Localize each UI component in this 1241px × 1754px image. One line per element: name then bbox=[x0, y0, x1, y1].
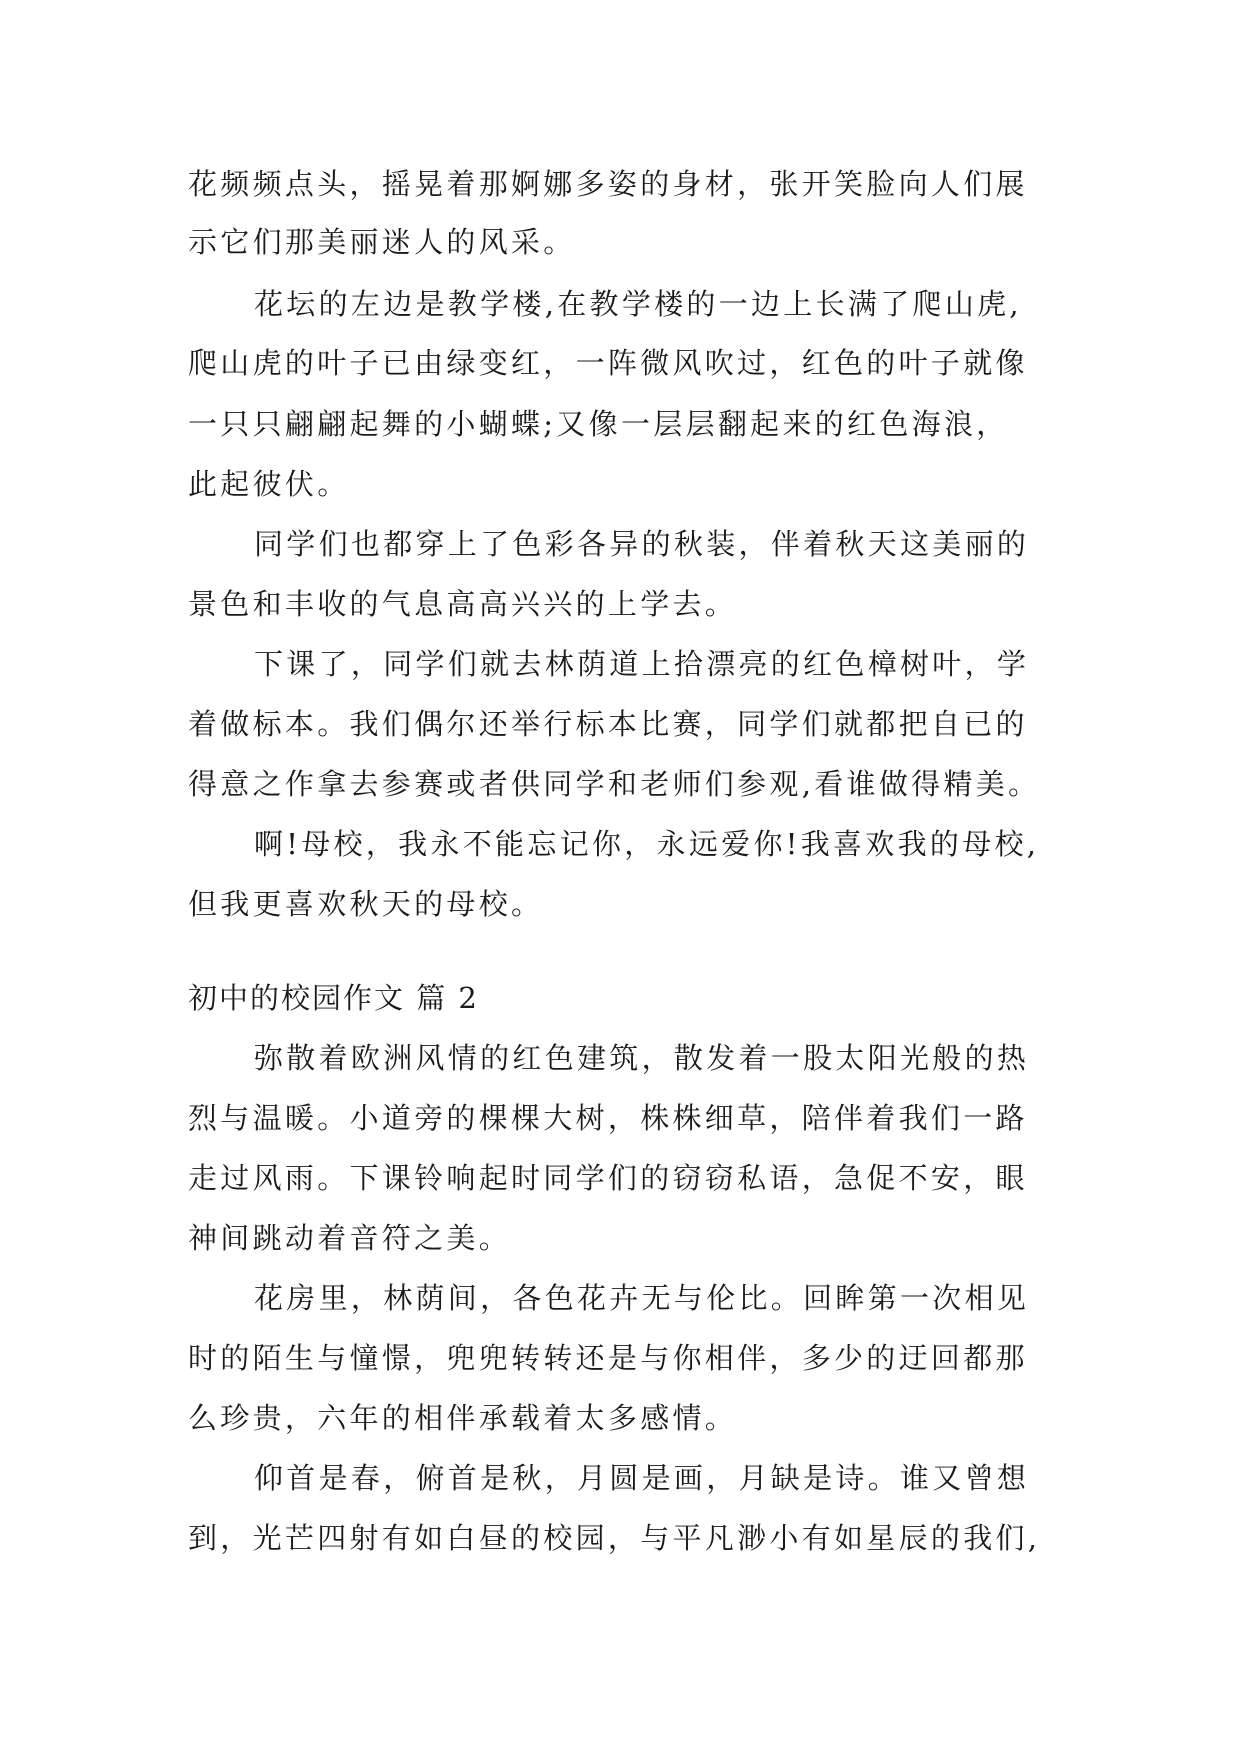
paragraph-first-line: 下课了，同学们就去林荫道上拾漂亮的红色樟树叶，学 bbox=[254, 647, 1030, 681]
text-line: 但我更喜欢秋天的母校。 bbox=[188, 887, 544, 921]
paragraph-first-line: 花房里，林荫间，各色花卉无与伦比。回眸第一次相见 bbox=[254, 1281, 1030, 1315]
paragraph-first-line: 仰首是春，俯首是秋，月圆是画，月缺是诗。谁又曾想 bbox=[254, 1461, 1030, 1495]
text-line: 得意之作拿去参赛或者供同学和老师们参观,看谁做得精美。 bbox=[188, 767, 1041, 801]
text-line: 此起彼伏。 bbox=[188, 467, 350, 501]
paragraph-first-line: 啊!母校，我永不能忘记你，永远爱你!我喜欢我的母校, bbox=[254, 827, 1040, 861]
text-line: 花频频点头，摇晃着那婀娜多姿的身材，张开笑脸向人们展 bbox=[188, 167, 1028, 201]
text-line: 爬山虎的叶子已由绿变红，一阵微风吹过，红色的叶子就像 bbox=[188, 346, 1028, 380]
paragraph-first-line: 花坛的左边是教学楼,在教学楼的一边上长满了爬山虎, bbox=[254, 287, 1022, 321]
text-line: 到，光芒四射有如白昼的校园，与平凡渺小有如星辰的我们, bbox=[188, 1521, 1041, 1555]
text-line: 着做标本。我们偶尔还举行标本比赛，同学们就都把自已的 bbox=[188, 707, 1028, 741]
text-line: 时的陌生与憧憬，兜兜转转还是与你相伴，多少的迂回都那 bbox=[188, 1341, 1028, 1375]
text-line: 一只只翩翩起舞的小蝴蝶;又像一层层翻起来的红色海浪， bbox=[188, 407, 1009, 441]
text-line: 走过风雨。下课铃响起时同学们的窃窃私语，急促不安，眼 bbox=[188, 1161, 1028, 1195]
text-line: 烈与温暖。小道旁的棵棵大树，株株细草，陪伴着我们一路 bbox=[188, 1101, 1028, 1135]
text-line: 示它们那美丽迷人的风采。 bbox=[188, 225, 576, 259]
text-line: 神间跳动着音符之美。 bbox=[188, 1221, 512, 1255]
text-line: 景色和丰收的气息高高兴兴的上学去。 bbox=[188, 587, 738, 621]
paragraph-first-line: 弥散着欧洲风情的红色建筑，散发着一股太阳光般的热 bbox=[254, 1041, 1030, 1075]
section-heading: 初中的校园作文 篇 2 bbox=[188, 981, 479, 1015]
paragraph-first-line: 同学们也都穿上了色彩各异的秋装，伴着秋天这美丽的 bbox=[254, 527, 1030, 561]
text-line: 么珍贵，六年的相伴承载着太多感情。 bbox=[188, 1401, 738, 1435]
